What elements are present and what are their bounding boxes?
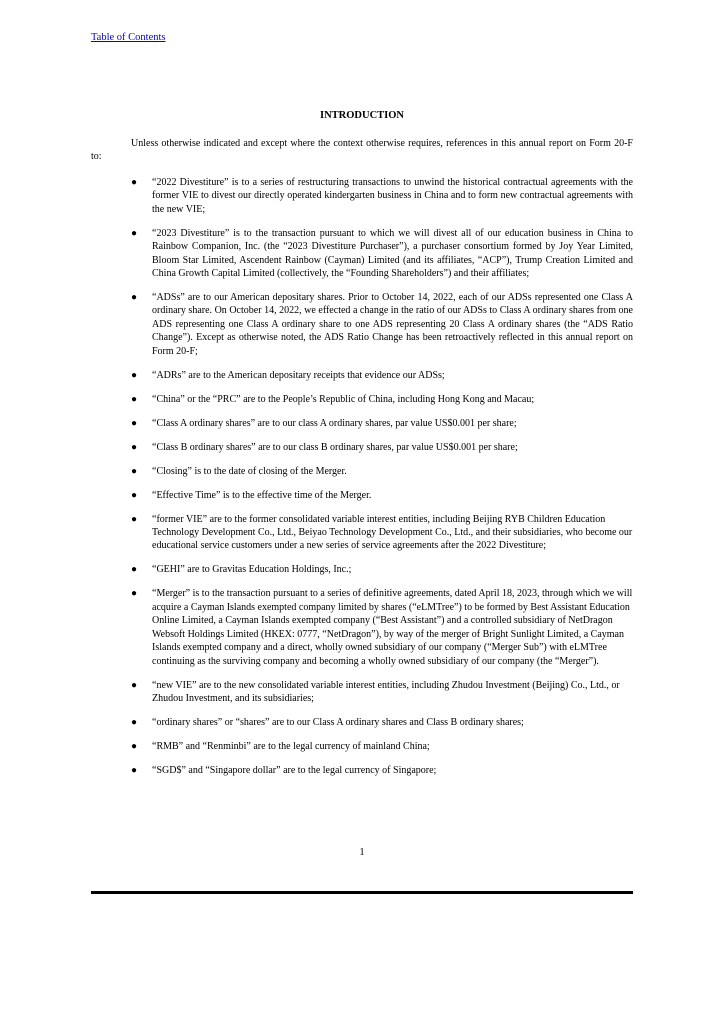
definition-effective-time xyxy=(91,489,633,502)
bullet-icon: ● xyxy=(131,441,138,453)
definition-text: “RMB” and “Renminbi” are to the legal currency of mainland China; xyxy=(152,740,430,752)
intro-paragraph: Unless otherwise indicated and except where the context otherwise requires, references in this annual report on Form 20-F to: xyxy=(91,138,633,163)
definition-merger xyxy=(91,587,633,667)
page-divider xyxy=(91,891,633,894)
definition-closing xyxy=(91,465,633,478)
definition-adss xyxy=(91,291,633,358)
bullet-icon: ● xyxy=(131,564,138,576)
bullet-icon: ● xyxy=(131,513,138,525)
bullet-icon: ● xyxy=(131,716,138,728)
definition-text: “ordinary shares” or “shares” are to our Class A ordinary shares and Class B ordinary shares; xyxy=(152,716,524,728)
definition-text: “Merger” is to the transaction pursuant to a series of definitive agreements, dated April 18, 2023, through which we will acquire a Cayman Islands exempted company limited by shares (“eLMTree”) to be formed by Best Assistant Education Online Limited, a Cayman Islands exempted company (“Best Assistant”) and a controlled subsidiary of NetDragon Websoft Holdings Limited (HKEX: 0777, “NetDragon”), by way of the merger of Bright Sunlight Limited, a Cayman Islands exempted company and a direct, wholly owned subsidiary of our company (“Merger Sub”) with eLMTree continuing as the surviving company and becoming a wholly owned subsidiary of our company (the “Merger”). xyxy=(152,588,633,667)
definition-gehi xyxy=(91,563,633,576)
definition-text: “China” or the “PRC” are to the People’s Republic of China, including Hong Kong and Macau; xyxy=(152,393,535,405)
bullet-icon: ● xyxy=(131,740,138,752)
table-of-contents-link[interactable]: Table of Contents xyxy=(91,32,166,43)
bullet-icon: ● xyxy=(131,227,138,239)
definition-text: “Closing” is to the date of closing of the Merger. xyxy=(152,465,347,477)
definition-ordinary-shares xyxy=(91,716,633,729)
definition-text: “new VIE” are to the new consolidated variable interest entities, including Zhudou Investment (Beijing) Co., Ltd., or Zhudou Investment, and its subsidiaries; xyxy=(152,679,620,704)
definition-text: “2023 Divestiture” is to the transaction pursuant to which we will divest all of our education business in China to Rainbow Companion, Inc. (the “2023 Divestiture Purchaser”), a purchaser consortium formed by Joy Year Limited, Bloom Star Limited, Ascendent Rainbow (Cayman) Limited (and its affiliates, “ACP”), Trump Creation Limited and China Growth Capital Limited (collectively, the “Founding Shareholders”) and their affiliates; xyxy=(152,227,633,280)
bullet-icon: ● xyxy=(131,465,138,477)
definition-former-vie xyxy=(91,513,633,553)
bullet-icon: ● xyxy=(131,177,138,188)
definition-adrs xyxy=(91,369,633,382)
definition-class-b-shares xyxy=(91,441,633,454)
definitions-list xyxy=(91,176,633,788)
bullet-icon: ● xyxy=(131,369,138,381)
definition-new-vie xyxy=(91,679,633,706)
definition-text: “Class A ordinary shares” are to our class A ordinary shares, par value US$0.001 per share; xyxy=(152,417,517,429)
page-number: 1 xyxy=(359,847,365,858)
definition-rmb xyxy=(91,740,633,753)
definition-text: “SGD$” and “Singapore dollar” are to the legal currency of Singapore; xyxy=(152,764,437,776)
bullet-icon: ● xyxy=(131,292,138,304)
bullet-icon: ● xyxy=(131,588,138,600)
definition-text: “ADSs” are to our American depositary shares. Prior to October 14, 2022, each of our ADSs represented one Class A ordinary share. On October 14, 2022, we effected a change in the ratio of our ADSs to Class A ordinary shares from one ADS representing one Class A ordinary share to one ADS representing 20 Class A ordinary shares (the “ADS Ratio Change”). Except as otherwise noted, the ADS Ratio Change has been retroactively reflected in this annual report on Form 20-F; xyxy=(152,292,633,357)
bullet-icon: ● xyxy=(131,393,138,405)
definition-text: “GEHI” are to Gravitas Education Holdings, Inc.; xyxy=(152,564,352,576)
definition-sgd xyxy=(91,764,633,777)
definition-text: “Class B ordinary shares” are to our class B ordinary shares, par value US$0.001 per share; xyxy=(152,441,518,453)
bullet-icon: ● xyxy=(131,679,138,691)
bullet-icon: ● xyxy=(131,764,138,776)
section-title: INTRODUCTION xyxy=(319,110,404,121)
definition-text: “Effective Time” is to the effective time of the Merger. xyxy=(152,489,372,501)
definition-2022-divestiture xyxy=(91,176,633,216)
bullet-icon: ● xyxy=(131,417,138,429)
definition-text: “2022 Divestiture” is to a series of restructuring transactions to unwind the historical contractual agreements with the former VIE to divest our directly operated kindergarten business in China and to form new contractual agreements with the new VIE; xyxy=(152,177,633,215)
definition-2023-divestiture xyxy=(91,227,633,281)
definition-class-a-shares xyxy=(91,417,633,430)
definition-china xyxy=(91,393,633,406)
definition-text: “former VIE” are to the former consolidated variable interest entities, including Beijing RYB Children Education Technology Development Co., Ltd., Beiyao Technology Development Co., Ltd., and their subsidiaries, who become our educational service customers under a new series of service agreements after the 2022 Divestiture; xyxy=(152,513,633,552)
bullet-icon: ● xyxy=(131,489,138,501)
definition-text: “ADRs” are to the American depositary receipts that evidence our ADSs; xyxy=(152,369,445,381)
